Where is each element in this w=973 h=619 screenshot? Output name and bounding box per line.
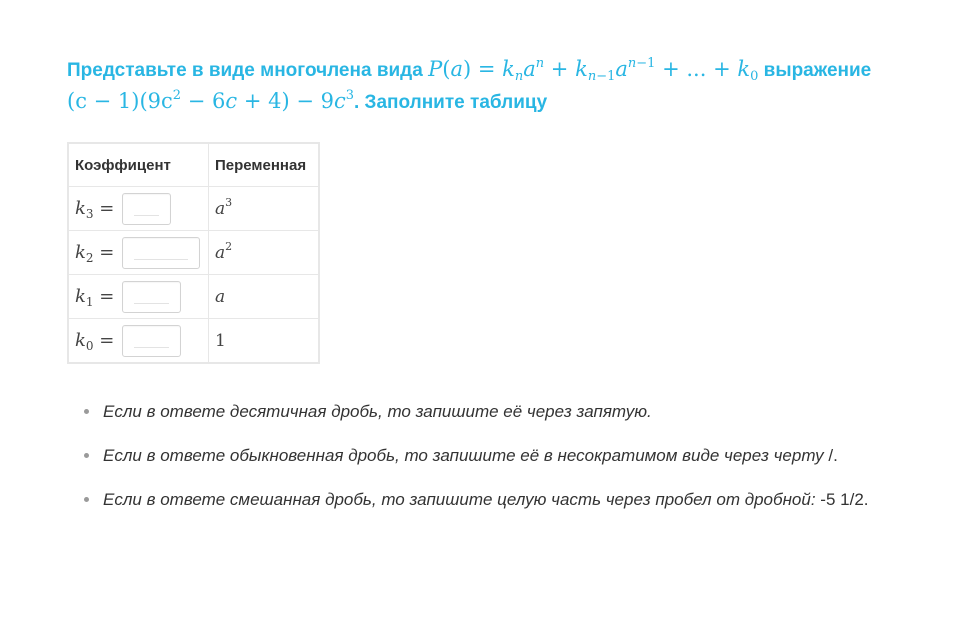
coefficients-table: [67, 142, 320, 364]
task-text-before: Представьте в виде многочлена вида: [67, 60, 423, 81]
task-text-middle: выражение: [763, 60, 872, 81]
table-header-row: [68, 143, 319, 187]
header-coefficient: Коэффицент: [68, 143, 209, 187]
table-row: [68, 319, 319, 364]
general-polynomial-formula: $P(a) = k_na^n + k_{n-1}a^{n-1}$ + ... + $k_0$: [428, 56, 759, 84]
coefficient-label: $k_2$ =: [75, 242, 115, 265]
table-row: [68, 275, 319, 319]
answer-input-k1[interactable]: [122, 281, 181, 313]
task-expression: $(c - 1)(9c^2 - 6c + 4) - 9c^3$: [67, 88, 354, 113]
answer-format-notes: [82, 394, 912, 526]
coefficient-label: $k_3$ =: [75, 198, 115, 221]
coefficient-label: $k_0$ =: [75, 330, 115, 353]
variable-cell: 1: [209, 319, 320, 364]
answer-input-k0[interactable]: [122, 325, 181, 357]
coefficient-label: $k_1$ =: [75, 286, 115, 309]
table-row: [68, 231, 319, 275]
coefficient-cell: [68, 231, 209, 275]
answer-input-k3[interactable]: [122, 193, 171, 225]
coefficient-cell: [68, 275, 209, 319]
table-row: [68, 187, 319, 231]
note-item: Если в ответе обыкновенная дробь, то запишите её в несократимом виде через черту /.: [82, 438, 912, 474]
variable-cell: $a^2$: [209, 231, 320, 275]
header-variable: Переменная: [209, 143, 320, 187]
note-item: Если в ответе смешанная дробь, то запишите целую часть через пробел от дробной: -5 1/2.: [82, 482, 912, 518]
variable-cell: a: [209, 275, 320, 319]
task-statement: [67, 54, 947, 118]
variable-cell: $a^3$: [209, 187, 320, 231]
answer-input-k2[interactable]: [122, 237, 200, 269]
coefficient-cell: [68, 319, 209, 364]
coefficient-cell: [68, 187, 209, 231]
task-text-after: . Заполните таблицу: [354, 92, 548, 113]
note-item: Если в ответе десятичная дробь, то запишите её через запятую.: [82, 394, 912, 430]
